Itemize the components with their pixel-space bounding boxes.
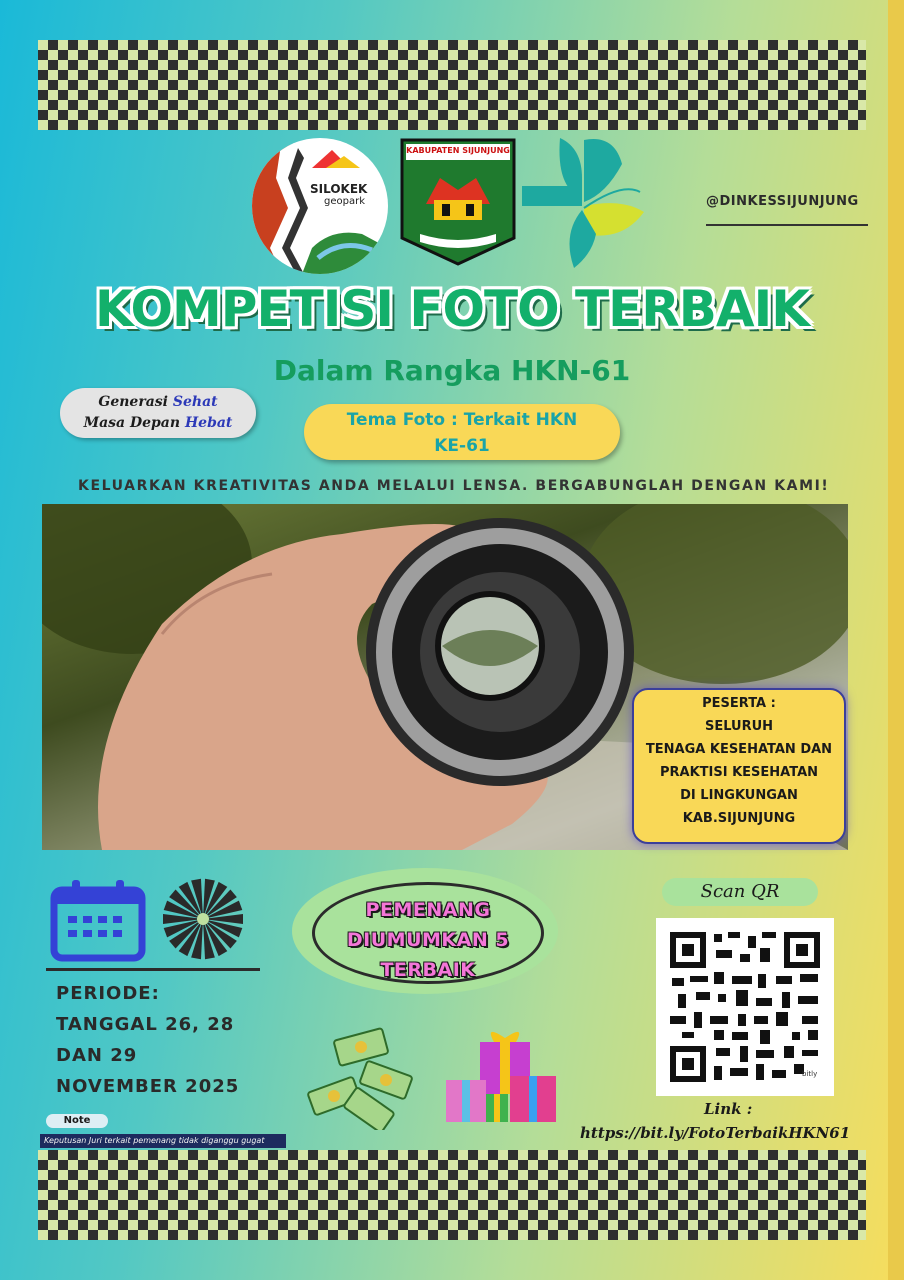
page-subtitle: Dalam Rangka HKN-61 xyxy=(273,354,631,387)
period-divider xyxy=(46,968,260,971)
theme-line-2: KE-61 xyxy=(434,436,490,456)
period-line-1: PERIODE: xyxy=(56,983,160,1004)
slogan-pill xyxy=(60,388,256,438)
calendar-icon xyxy=(50,878,146,966)
participants-line-1: PESERTA : xyxy=(702,696,776,711)
winner-announcement xyxy=(312,882,544,984)
note-label: Note xyxy=(46,1114,108,1128)
period-line-4: NOVEMBER 2025 xyxy=(56,1076,240,1097)
top-checker-border xyxy=(38,40,866,130)
participants-line-6: KAB.SIJUNJUNG xyxy=(682,811,796,826)
registration-link[interactable]: https://bit.ly/FotoTerbaikHKN61 xyxy=(580,1124,851,1142)
social-handle: @DINKESSIJUNJUNG xyxy=(706,194,859,209)
qr-brand-label: bitly xyxy=(802,1070,818,1078)
participants-line-3: TENAGA KESEHATAN DAN xyxy=(645,742,833,757)
link-label: Link : xyxy=(704,1100,753,1118)
right-edge-strip xyxy=(888,0,904,1280)
qr-code[interactable] xyxy=(656,918,834,1096)
bottom-checker-border xyxy=(38,1150,866,1240)
winner-line-2: DIUMUMKAN 5 xyxy=(346,929,510,951)
slogan-word-3: Masa Depan xyxy=(83,415,181,431)
winner-line-3: TERBAIK xyxy=(380,959,476,981)
page-title: KOMPETISI FOTO TERBAIK xyxy=(95,280,809,338)
silokek-geopark-logo xyxy=(252,138,388,274)
kabupaten-name-label: KABUPATEN SIJUNJUNG xyxy=(406,146,510,155)
theme-line-1: Tema Foto : Terkait HKN xyxy=(346,410,578,430)
slogan-word-2: Sehat xyxy=(172,394,218,410)
period-block xyxy=(56,978,239,1102)
participants-line-2: SELURUH xyxy=(704,719,774,734)
period-line-3: DAN 29 xyxy=(56,1045,138,1066)
winner-line-1: PEMENANG xyxy=(365,899,491,921)
kabupaten-sijunjung-emblem xyxy=(400,138,516,266)
slogan-word-1: Generasi xyxy=(98,394,168,410)
note-text: Keputusan Juri terkait pemenang tidak diganggu gugat xyxy=(40,1134,286,1148)
participants-line-5: DI LINGKUNGAN xyxy=(680,788,798,803)
theme-pill xyxy=(304,404,620,460)
geopark-logo-text: geopark xyxy=(324,196,365,207)
period-line-2: TANGGAL 26, 28 xyxy=(56,1014,235,1035)
money-icon xyxy=(306,1026,418,1134)
gift-boxes-icon xyxy=(444,1024,560,1130)
scan-qr-label: Scan QR xyxy=(662,878,818,906)
kemenkes-logo xyxy=(522,138,646,272)
silokek-logo-text: SILOKEK xyxy=(310,182,368,196)
handle-underline xyxy=(706,224,868,226)
tagline: KELUARKAN KREATIVITAS ANDA MELALUI LENSA. BERGABUNGLAH DENGAN KAMI! xyxy=(78,478,830,494)
participants-box xyxy=(632,688,846,844)
participants-line-4: PRAKTISI KESEHATAN xyxy=(659,765,819,780)
sunburst-icon xyxy=(160,876,246,966)
slogan-word-4: Hebat xyxy=(184,415,233,431)
